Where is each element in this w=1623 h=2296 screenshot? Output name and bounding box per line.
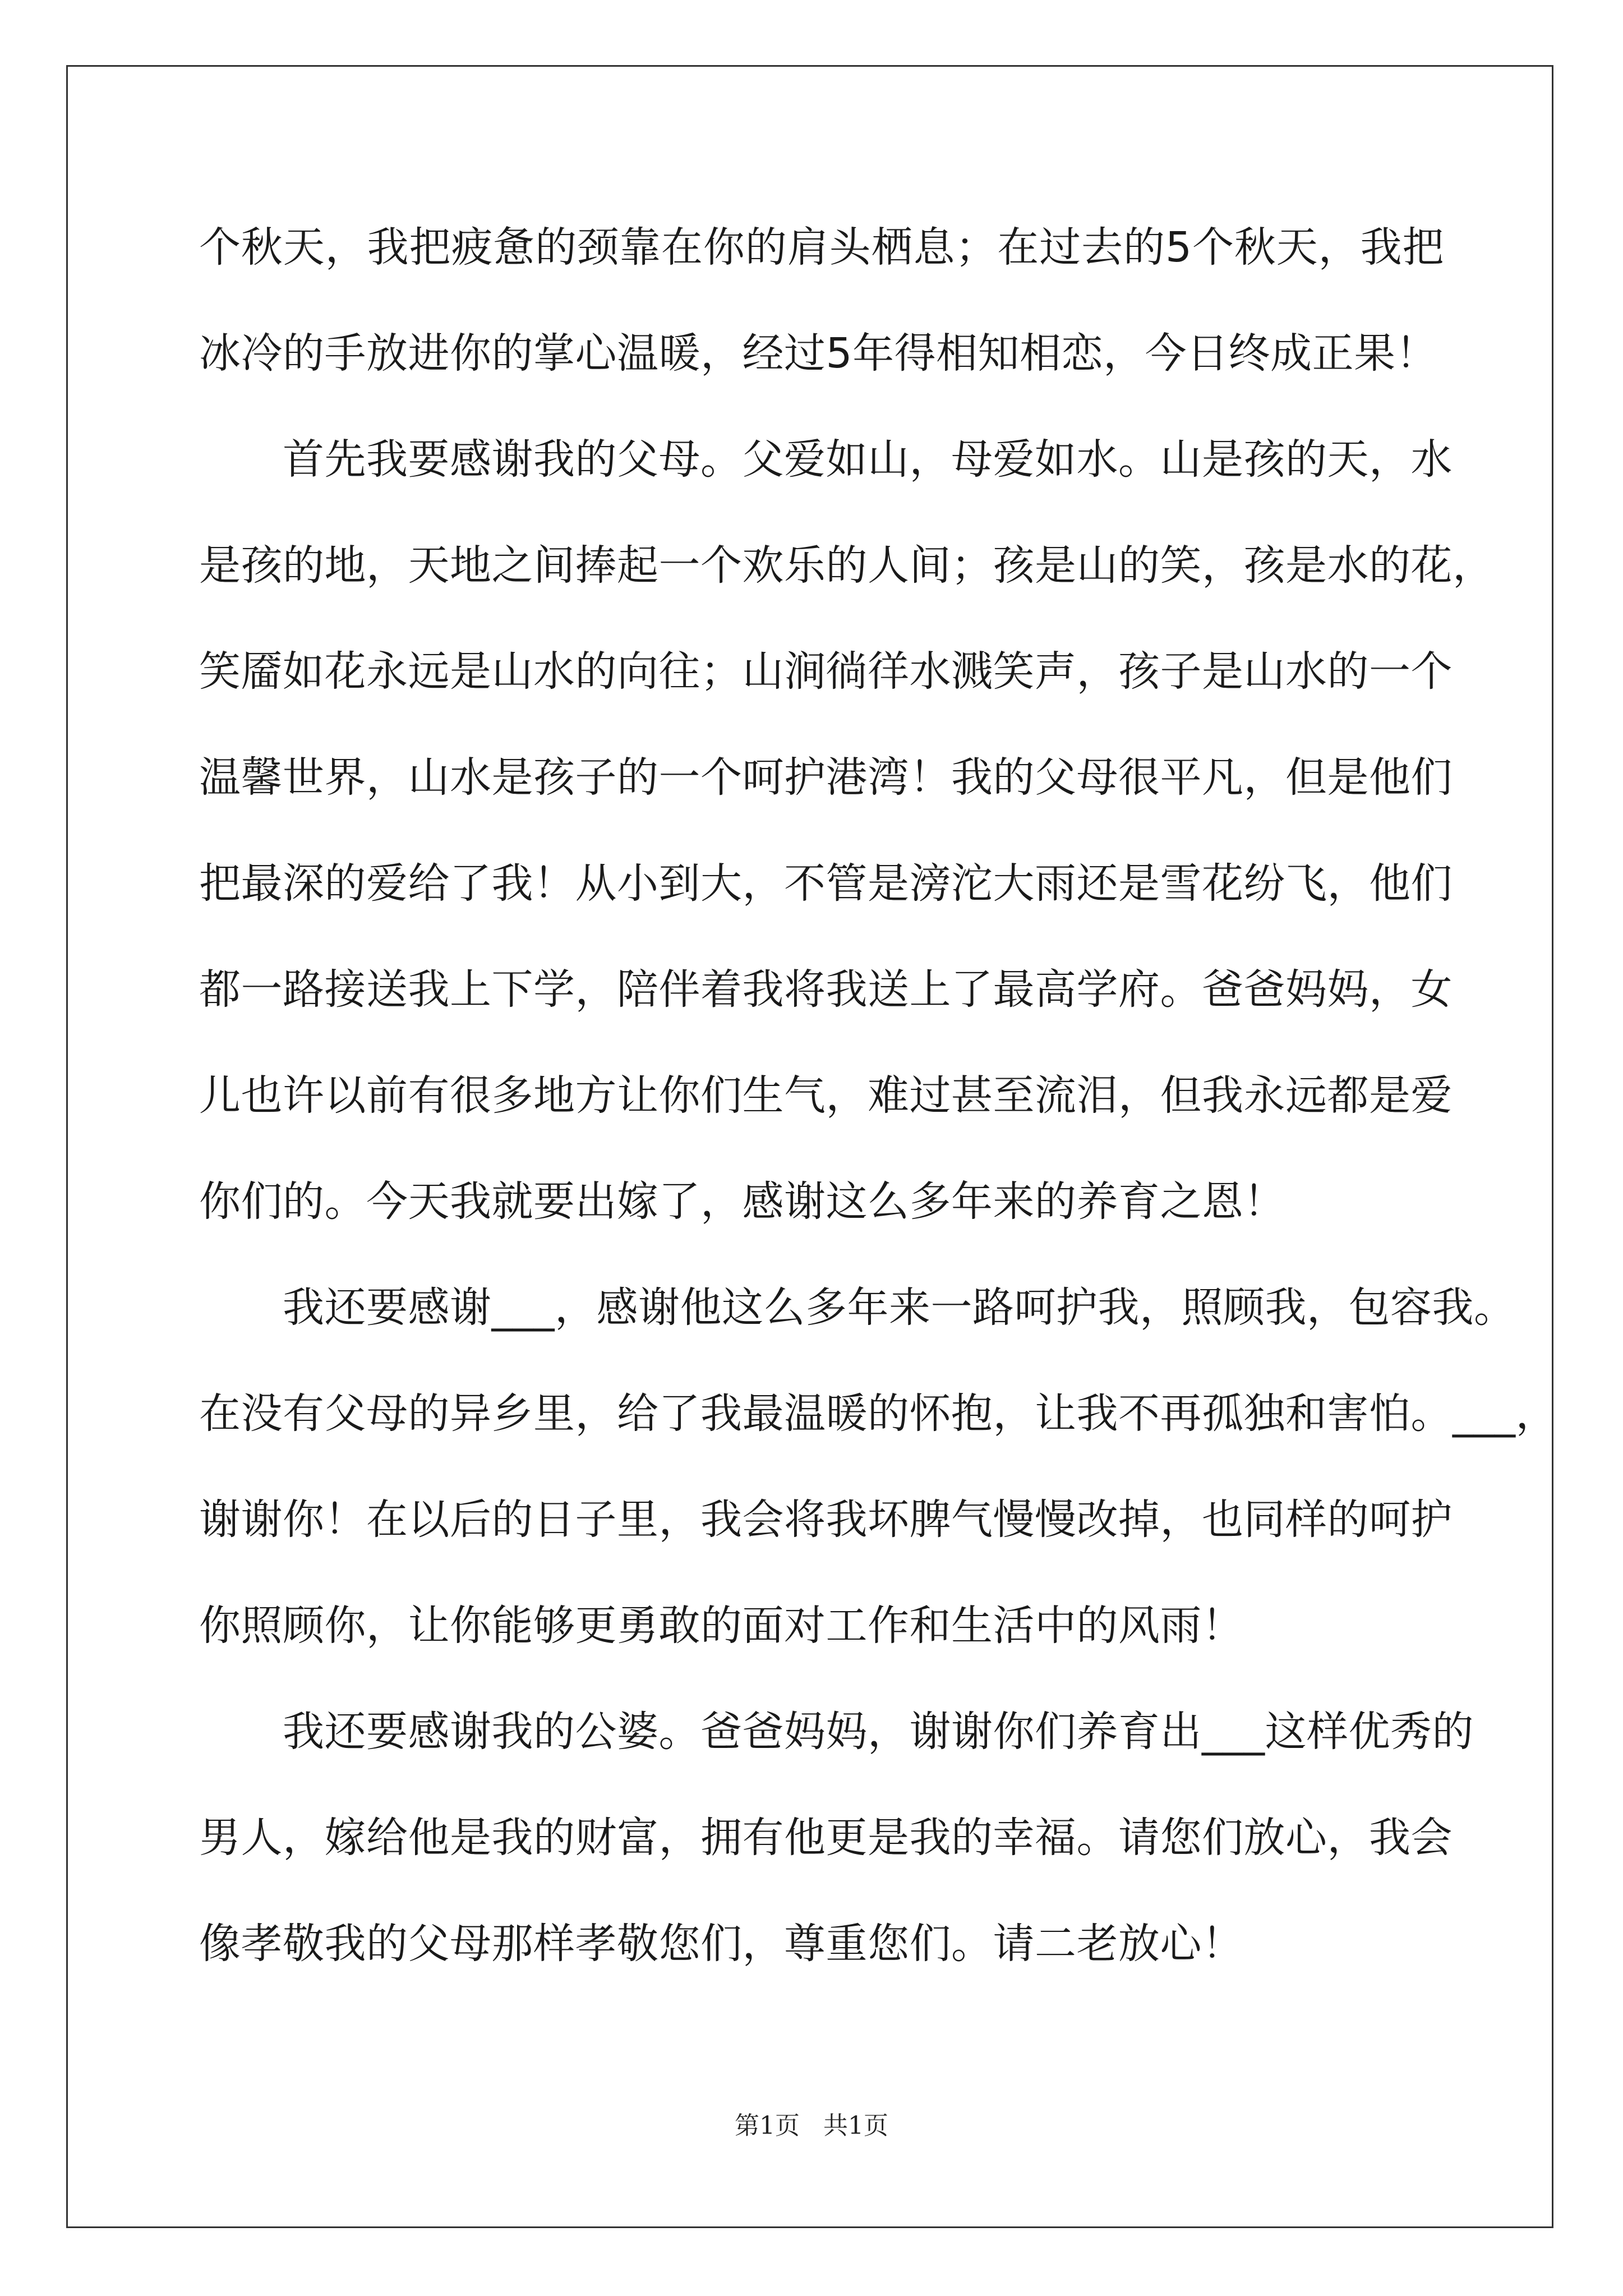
text-line: 是孩的地，天地之间捧起一个欢乐的人间；孩是山的笑，孩是水的花， bbox=[199, 541, 1495, 590]
text-line: 谢谢你！在以后的日子里，我会将我坏脾气慢慢改掉，也同样的呵护 bbox=[199, 1496, 1453, 1544]
text-line: 我还要感谢我的公婆。爸爸妈妈，谢谢你们养育出___这样优秀的 bbox=[199, 1708, 1474, 1756]
text-line: 像孝敬我的父母那样孝敬您们，尊重您们。请二老放心！ bbox=[199, 1920, 1244, 1968]
text-line: 在没有父母的异乡里，给了我最温暖的怀抱，让我不再孤独和害怕。___， bbox=[199, 1389, 1557, 1438]
text-line: 你照顾你，让你能够更勇敢的面对工作和生活中的风雨！ bbox=[199, 1602, 1244, 1650]
text-line: 都一路接送我上下学，陪伴着我将我送上了最高学府。爸爸妈妈，女 bbox=[199, 965, 1453, 1014]
text-line: 笑靥如花永远是山水的向往；山涧徜徉水溅笑声，孩子是山水的一个 bbox=[199, 647, 1453, 696]
text-line: 男人，嫁给他是我的财富，拥有他更是我的幸福。请您们放心，我会 bbox=[199, 1814, 1453, 1862]
page-number: 第1页 bbox=[735, 2111, 800, 2140]
text-line: 儿也许以前有很多地方让你们生气，难过甚至流泪，但我永远都是爱 bbox=[199, 1071, 1453, 1120]
page-total: 共1页 bbox=[823, 2111, 888, 2140]
text-line: 首先我要感谢我的父母。父爱如山，母爱如水。山是孩的天，水 bbox=[199, 435, 1453, 484]
text-line: 我还要感谢___，感谢他这么多年来一路呵护我，照顾我，包容我。 bbox=[199, 1283, 1516, 1332]
text-line: 冰冷的手放进你的掌心温暖，经过5年得相知相恋，今日终成正果！ bbox=[199, 329, 1438, 378]
text-line: 你们的。今天我就要出嫁了，感谢这么多年来的养育之恩！ bbox=[199, 1177, 1285, 1226]
page-footer bbox=[0, 2105, 1623, 2141]
text-line: 个秋天，我把疲惫的颈靠在你的肩头栖息；在过去的5个秋天，我把 bbox=[199, 223, 1444, 272]
document-body bbox=[199, 220, 1557, 2022]
text-line: 把最深的爱给了我！从小到大，不管是滂沱大雨还是雪花纷飞，他们 bbox=[199, 859, 1453, 908]
text-line: 温馨世界，山水是孩子的一个呵护港湾！我的父母很平凡，但是他们 bbox=[199, 753, 1453, 802]
